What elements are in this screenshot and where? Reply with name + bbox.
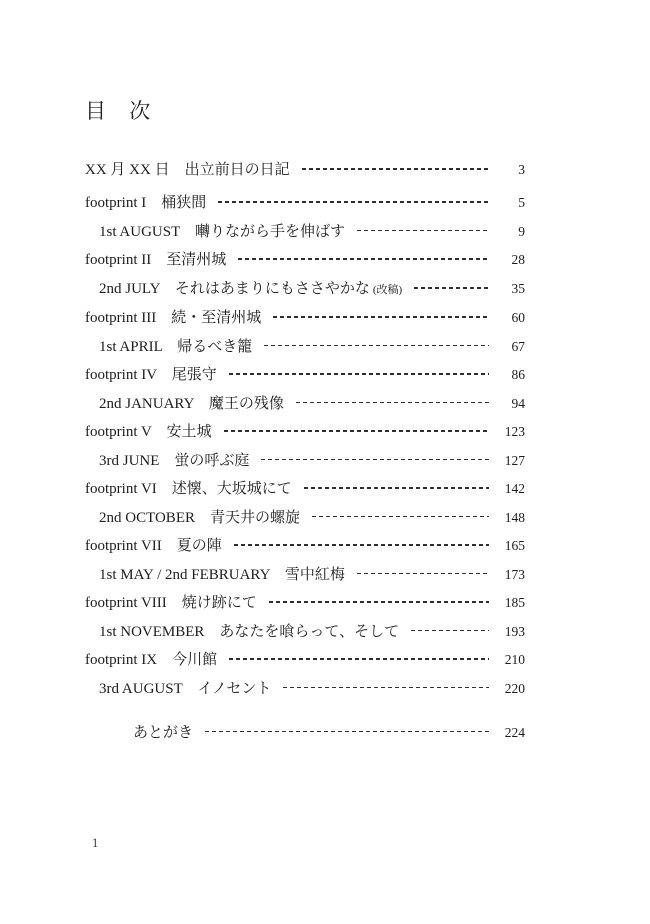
toc-entry-label: footprint VII 夏の陣	[85, 538, 222, 554]
dotted-leader	[304, 487, 489, 488]
dotted-leader	[238, 258, 489, 259]
toc-entry-page: 3	[518, 162, 525, 177]
page-number-footer: 1	[92, 836, 99, 850]
dotted-leader	[224, 430, 489, 431]
toc-entry	[85, 594, 525, 612]
dotted-leader	[296, 402, 489, 403]
page-title: 目 次	[85, 99, 160, 123]
toc-entry-label: 3rd AUGUST イノセント	[99, 680, 272, 697]
toc-entry	[85, 161, 525, 179]
toc-entry	[85, 452, 525, 470]
dotted-leader	[261, 459, 489, 460]
dotted-leader	[234, 544, 489, 545]
toc-entry-label: footprint IX 今川館	[85, 652, 218, 668]
toc-entry-page: 9	[518, 223, 525, 239]
toc-entry-note: (改稿)	[372, 283, 403, 296]
dotted-leader	[269, 601, 489, 602]
toc-entry	[85, 566, 525, 584]
toc-entry-page: 35	[511, 280, 525, 296]
toc-entry	[85, 338, 525, 356]
toc-entry-label: footprint VI 述懐、大坂城にて	[85, 481, 292, 497]
toc-entry	[85, 680, 525, 698]
toc-entry	[85, 309, 525, 327]
toc-entry-label: XX 月 XX 日 出立前日の日記	[85, 162, 290, 178]
toc-entry-page: 193	[504, 623, 525, 639]
toc-entry-page: 127	[504, 452, 525, 468]
dotted-leader	[229, 658, 489, 659]
toc-entry-page: 224	[504, 724, 525, 740]
toc-entry	[85, 251, 525, 269]
dotted-leader	[264, 345, 489, 346]
dotted-leader	[273, 316, 489, 317]
toc-entry-label: footprint I 桶狭間	[85, 195, 207, 211]
toc-entry-page: 210	[504, 652, 525, 667]
toc-entry-page: 148	[504, 509, 525, 525]
dotted-leader	[218, 201, 489, 202]
toc-entry	[85, 651, 525, 669]
toc-entry-label: 1st APRIL 帰るべき籠	[99, 338, 253, 355]
toc-entry-page: 28	[511, 252, 525, 267]
toc-entry-page: 5	[518, 195, 525, 210]
toc-entry-label: 2nd OCTOBER 青天井の螺旋	[99, 509, 300, 526]
toc-entry-afterword	[85, 724, 525, 742]
toc-entry-page: 123	[504, 424, 525, 439]
dotted-leader	[414, 287, 489, 288]
dotted-leader	[205, 731, 489, 732]
toc-entry-label: footprint III 続・至清州城	[85, 310, 262, 326]
toc-entry	[85, 194, 525, 212]
table-of-contents	[85, 161, 525, 742]
toc-entry	[85, 423, 525, 441]
toc-entry-label: footprint IV 尾張守	[85, 367, 217, 383]
toc-entry-label: 1st AUGUST 囀りながら手を伸ばす	[99, 223, 345, 240]
toc-entry-page: 173	[504, 566, 525, 582]
toc-entry	[85, 509, 525, 527]
toc-entry-label: footprint II 至清州城	[85, 252, 227, 268]
toc-entry-label: 2nd JULY それはあまりにもささやかな	[99, 280, 370, 297]
toc-entry-label: 1st MAY / 2nd FEBRUARY 雪中紅梅	[99, 566, 345, 583]
dotted-leader	[302, 168, 489, 169]
toc-entry-label: 3rd JUNE 蛍の呼ぶ庭	[99, 452, 250, 469]
toc-entry	[85, 223, 525, 241]
toc-entry-page: 185	[504, 595, 525, 610]
toc-entry-page: 142	[504, 481, 525, 496]
dotted-leader	[229, 373, 489, 374]
toc-entry-page: 220	[504, 680, 525, 696]
toc-entry-label: 2nd JANUARY 魔王の残像	[99, 395, 284, 412]
toc-entry-label: footprint VIII 焼け跡にて	[85, 595, 257, 611]
toc-entry	[85, 395, 525, 413]
toc-entry-page: 67	[511, 338, 525, 354]
dotted-leader	[312, 516, 489, 517]
dotted-leader	[411, 630, 489, 631]
toc-entry	[85, 280, 525, 299]
toc-entry	[85, 366, 525, 384]
toc-entry-label: あとがき	[133, 724, 194, 741]
toc-entry-label: footprint V 安土城	[85, 424, 212, 440]
toc-entry	[85, 537, 525, 555]
dotted-leader	[357, 573, 489, 574]
toc-entry-page: 94	[511, 395, 525, 411]
toc-content	[85, 99, 525, 752]
toc-entry	[85, 623, 525, 641]
toc-entry-page: 60	[511, 310, 525, 325]
toc-entry-page: 165	[504, 538, 525, 553]
toc-entry-label: 1st NOVEMBER あなたを喰らって、そして	[99, 623, 400, 640]
dotted-leader	[357, 230, 489, 231]
toc-entry-page: 86	[511, 367, 525, 382]
dotted-leader	[283, 687, 489, 688]
toc-entry	[85, 480, 525, 498]
